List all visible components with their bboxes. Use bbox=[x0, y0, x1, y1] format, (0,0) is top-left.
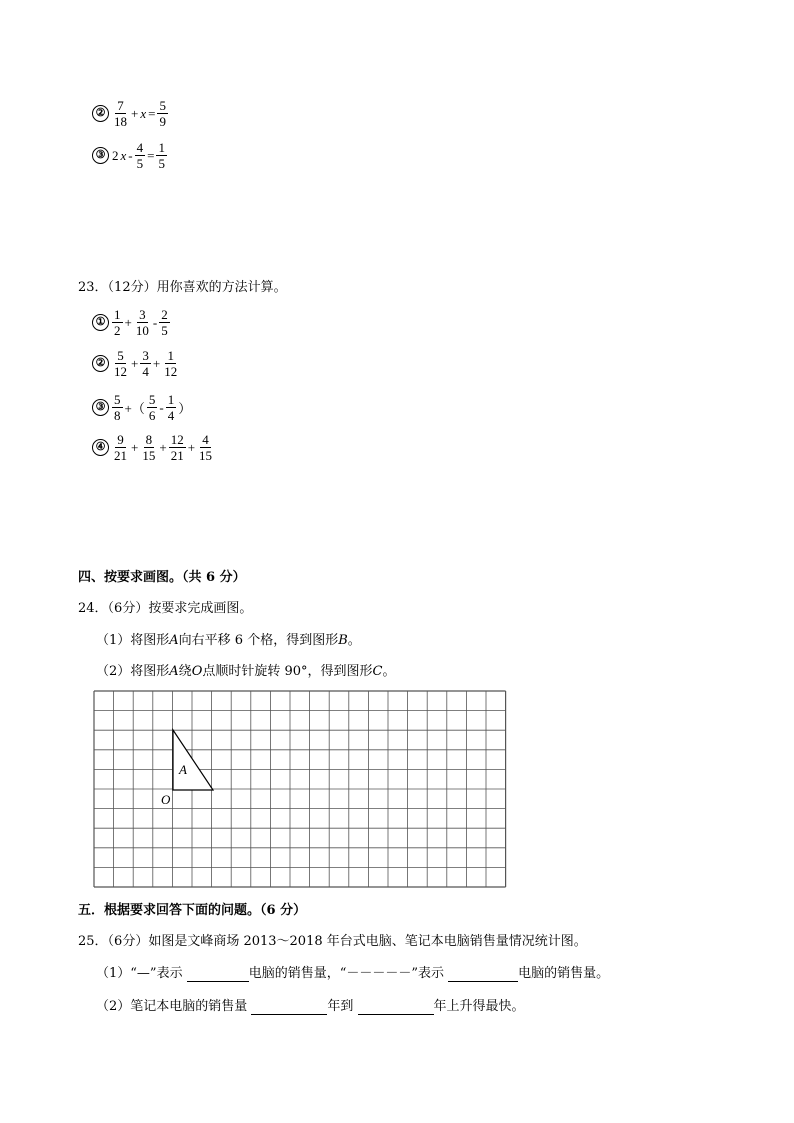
operator: + bbox=[124, 314, 132, 330]
q23-item bbox=[92, 432, 215, 463]
item-number: ③ bbox=[92, 147, 109, 164]
operator: - bbox=[152, 314, 158, 330]
q23-item bbox=[92, 392, 192, 423]
fraction: $\frac{7}{18}$ bbox=[114, 98, 127, 129]
variable: x bbox=[120, 147, 127, 163]
point-o-label: O bbox=[161, 792, 171, 807]
fraction: $\frac{4}{5}$ bbox=[136, 140, 144, 171]
operator: + bbox=[131, 355, 139, 371]
operator: - bbox=[159, 399, 164, 415]
fraction: $\frac{5}{12}$ bbox=[114, 348, 127, 379]
fraction: $\frac{9}{21}$ bbox=[114, 432, 127, 463]
fraction: $\frac{8}{15}$ bbox=[142, 432, 156, 463]
q24-header: 24．（6分）按要求完成画图。 bbox=[78, 601, 253, 616]
item-number: ④ bbox=[92, 439, 109, 456]
variable: x bbox=[140, 105, 147, 121]
answer-blank[interactable] bbox=[251, 1000, 327, 1015]
fraction: $\frac{1}{5}$ bbox=[158, 140, 165, 171]
fraction: $\frac{5}{8}$ bbox=[114, 392, 121, 423]
item-number: ② bbox=[92, 355, 109, 372]
operator: + bbox=[131, 439, 139, 455]
grid-lines bbox=[94, 691, 506, 887]
q25-sub1: （1）“—”表示 电脑的销售量，“－－－－－”表示 电脑的销售量。 bbox=[96, 966, 610, 981]
q25-header: 25．（6分）如图是文峰商场 2013～2018 年台式电脑、笔记本电脑销售量情况统计图。 bbox=[78, 934, 587, 949]
fraction: $\frac{5}{9}$ bbox=[159, 98, 166, 129]
q23-header: 23．（12分）用你喜欢的方法计算。 bbox=[78, 280, 287, 295]
q23-item bbox=[92, 307, 171, 338]
q24-sub2: （2）将图形A绕O点顺时针旋转 90°，得到图形C。 bbox=[96, 664, 396, 679]
q23-item bbox=[92, 348, 180, 379]
answer-blank[interactable] bbox=[358, 1000, 434, 1015]
operator: ） bbox=[178, 401, 192, 416]
item-number: ③ bbox=[92, 399, 109, 416]
operator: + bbox=[152, 355, 161, 371]
shape-a-triangle bbox=[173, 730, 213, 790]
fraction: $\frac{1}{4}$ bbox=[167, 392, 175, 423]
operator: +（ bbox=[124, 401, 145, 416]
q24-sub1: （1）将图形A向右平移 6 个格，得到图形B。 bbox=[96, 633, 361, 648]
q25-sub2: （2）笔记本电脑的销售量 年到 年上升得最快。 bbox=[96, 999, 525, 1014]
answer-blank[interactable] bbox=[187, 967, 249, 982]
fraction: $\frac{12}{21}$ bbox=[170, 432, 184, 463]
fraction: $\frac{3}{4}$ bbox=[142, 348, 149, 379]
operator: + bbox=[159, 439, 167, 455]
operator: + bbox=[187, 439, 196, 455]
fraction: $\frac{3}{10}$ bbox=[135, 307, 149, 338]
fraction: $\frac{5}{6}$ bbox=[148, 392, 156, 423]
fraction: $\frac{4}{15}$ bbox=[199, 432, 213, 463]
section-5-title: 五．根据要求回答下面的问题。（6 分） bbox=[78, 903, 307, 918]
answer-blank[interactable] bbox=[448, 967, 518, 982]
fraction: $\frac{1}{12}$ bbox=[164, 348, 178, 379]
q24-grid bbox=[93, 690, 508, 892]
q22-item-2: ② $\frac{7}{18}$ + x = $\frac{5}{9}$ bbox=[92, 98, 169, 129]
fraction: $\frac{2}{5}$ bbox=[161, 307, 168, 338]
shape-a-label: A bbox=[179, 762, 187, 777]
fraction: $\frac{1}{2}$ bbox=[114, 307, 121, 338]
q22-item-3: ③ 2 x - $\frac{4}{5}$ = $\frac{1}{5}$ bbox=[92, 140, 168, 171]
item-number: ① bbox=[92, 314, 109, 331]
section-4-title: 四、按要求画图。（共 6 分） bbox=[78, 570, 246, 585]
item-number: ② bbox=[92, 105, 109, 122]
